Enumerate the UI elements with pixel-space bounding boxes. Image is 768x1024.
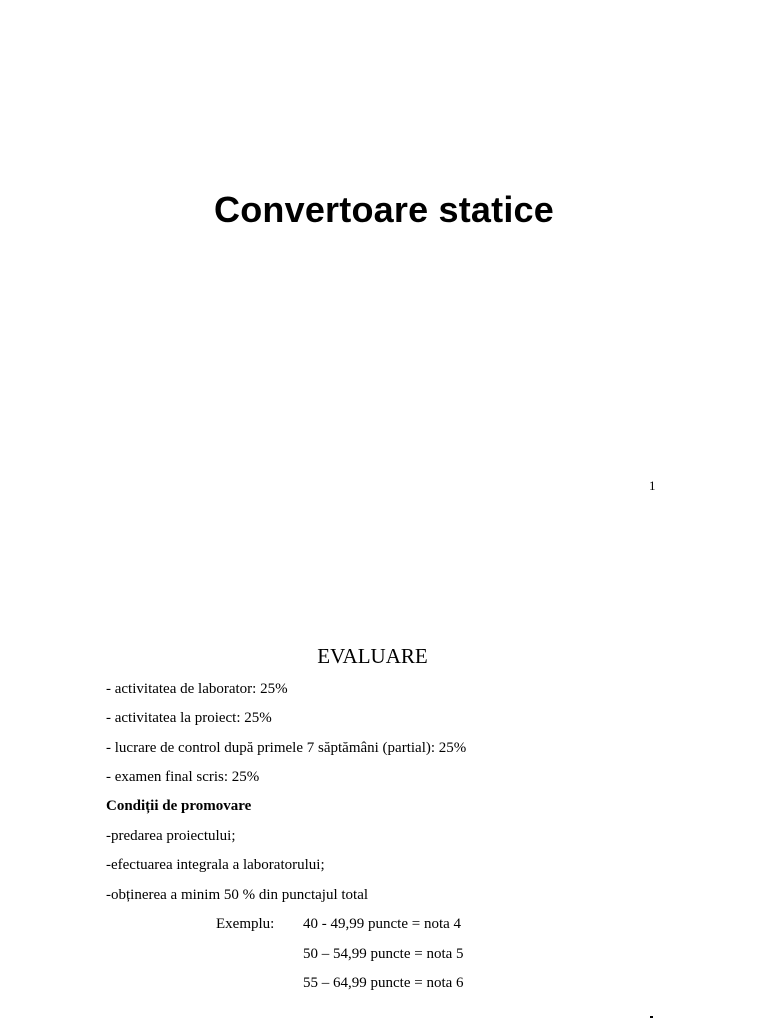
example-label: Exemplu:	[216, 916, 275, 932]
conditions-heading: Condiții de promovare	[106, 798, 252, 814]
example-grade-6: 55 – 64,99 puncte = nota 6	[303, 975, 464, 991]
criteria-item-proiect: - activitatea la proiect: 25%	[106, 710, 272, 726]
condition-item-proiect: -predarea proiectului;	[106, 828, 236, 844]
condition-item-laborator: -efectuarea integrala a laboratorului;	[106, 857, 325, 873]
criteria-item-laborator: - activitatea de laborator: 25%	[106, 681, 288, 697]
criteria-item-lucrare-control: - lucrare de control după primele 7 săptămâni (partial): 25%	[106, 740, 467, 756]
condition-item-punctaj: -obținerea a minim 50 % din punctajul total	[106, 887, 369, 903]
section-heading-evaluare: EVALUARE	[317, 644, 428, 668]
page-number: 1	[649, 478, 656, 493]
example-grade-4: 40 - 49,99 puncte = nota 4	[303, 916, 462, 932]
page-title: Convertoare statice	[214, 189, 554, 230]
corner-mark	[650, 1016, 653, 1018]
criteria-item-examen-final: - examen final scris: 25%	[106, 769, 260, 785]
example-grade-5: 50 – 54,99 puncte = nota 5	[303, 946, 464, 962]
